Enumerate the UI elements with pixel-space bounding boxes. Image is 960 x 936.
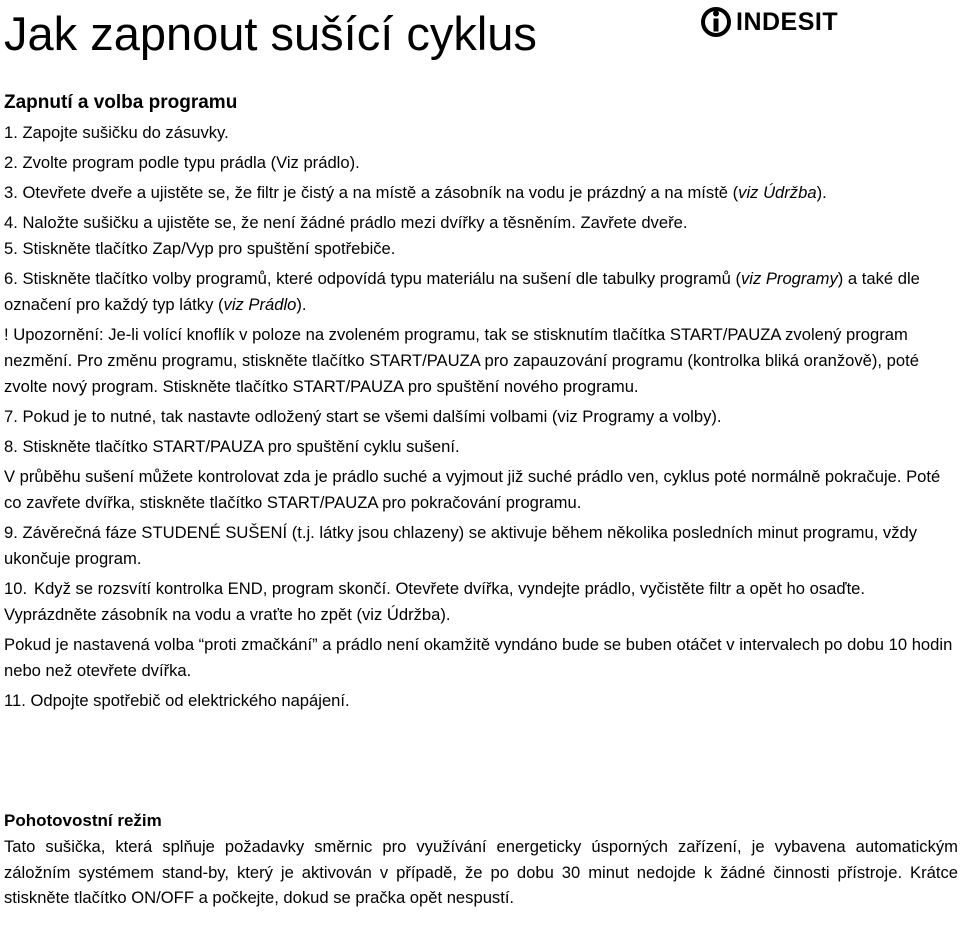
- anti-crease-note: Pokud je nastavená volba “proti zmačkání” a prádlo není okamžitě vyndáno bude se buben otáčet v intervalech po dobu 10 hodin nebo než otevřete dvířka.: [4, 635, 953, 680]
- step-6: 6. Stiskněte tlačítko volby programů, které odpovídá typu materiálu na sušení dle tabulky programů (viz Programy) a také dle označení pro každý typ látky (viz Prádlo).: [4, 269, 920, 314]
- step-10-text: Když se rozsvítí kontrolka END, program skončí. Otevřete dvířka, vyndejte prádlo, vyčistěte filtr a opět ho osaďte. Vyprázdněte zásobník na vodu a vraťte ho zpět (viz Údržba).: [4, 579, 866, 624]
- brand-logo: [700, 2, 838, 42]
- indesit-logo-icon: [700, 6, 732, 38]
- step-1: 1. Zapojte sušičku do zásuvky.: [4, 123, 229, 142]
- section-heading-standby: Pohotovostní režim: [4, 811, 162, 830]
- section-heading-power-on: Zapnutí a volba programu: [4, 92, 238, 113]
- step-3: 3. Otevřete dveře a ujistěte se, že filtr je čistý a na místě a zásobník na vodu je prázdný a na místě (viz Údržba).: [4, 183, 827, 202]
- step-7: 7. Pokud je to nutné, tak nastavte odložený start se všemi dalšími volbami (viz Programy a volby).: [4, 407, 722, 426]
- brand-name: INDESIT: [736, 8, 839, 36]
- step-4: 4. Naložte sušičku a ujistěte se, že není žádné prádlo mezi dvířky a těsněním. Zavřete dveře.: [4, 213, 688, 232]
- step-8: 8. Stiskněte tlačítko START/PAUZA pro spuštění cyklu sušení.: [4, 437, 460, 456]
- step-5: 5. Stiskněte tlačítko Zap/Vyp pro spuštění spotřebiče.: [4, 239, 396, 258]
- warning-note: ! Upozornění: Je-li volící knoflík v poloze na zvoleném programu, tak se stisknutím tlačítka START/PAUZA zvolený program nezmění. Pro změnu programu, stiskněte tlačítko START/PAUZA pro zapauzování programu (kontrolka bliká oranžově), poté zvolte nový program. Stiskněte tlačítko START/PAUZA pro spuštění nového programu.: [4, 325, 919, 396]
- step-10-number: 10.: [4, 579, 28, 598]
- step-11: 11. Odpojte spotřebič od elektrického napájení.: [4, 691, 350, 710]
- standby-text: Tato sušička, která splňuje požadavky směrnic pro využívání energeticky úsporných zařízení, je vybavena automatickým záložním systémem stand-by, který je aktivován v případě, že po dobu 30 minut nedojde k žádné činnosti přístroje. Krátce stiskněte tlačítko ON/OFF a počkejte, dokud se pračka opět nespustí.: [4, 837, 958, 907]
- step-2: 2. Zvolte program podle typu prádla (Viz prádlo).: [4, 153, 360, 172]
- step-10: [4, 576, 958, 628]
- during-drying-note: V průběhu sušení můžete kontrolovat zda je prádlo suché a vyjmout již suché prádlo ven, cyklus poté normálně pokračuje. Poté co zavřete dvířka, stiskněte tlačítko START/PAUZA pro pokračování programu.: [4, 467, 941, 512]
- instructions-section: [4, 90, 958, 714]
- step-9: 9. Závěrečná fáze STUDENÉ SUŠENÍ (t.j. látky jsou chlazeny) se aktivuje během několika posledních minut programu, vždy ukončuje program.: [4, 523, 918, 568]
- page-title: Jak zapnout sušící cyklus: [4, 7, 537, 60]
- standby-section: [4, 808, 958, 911]
